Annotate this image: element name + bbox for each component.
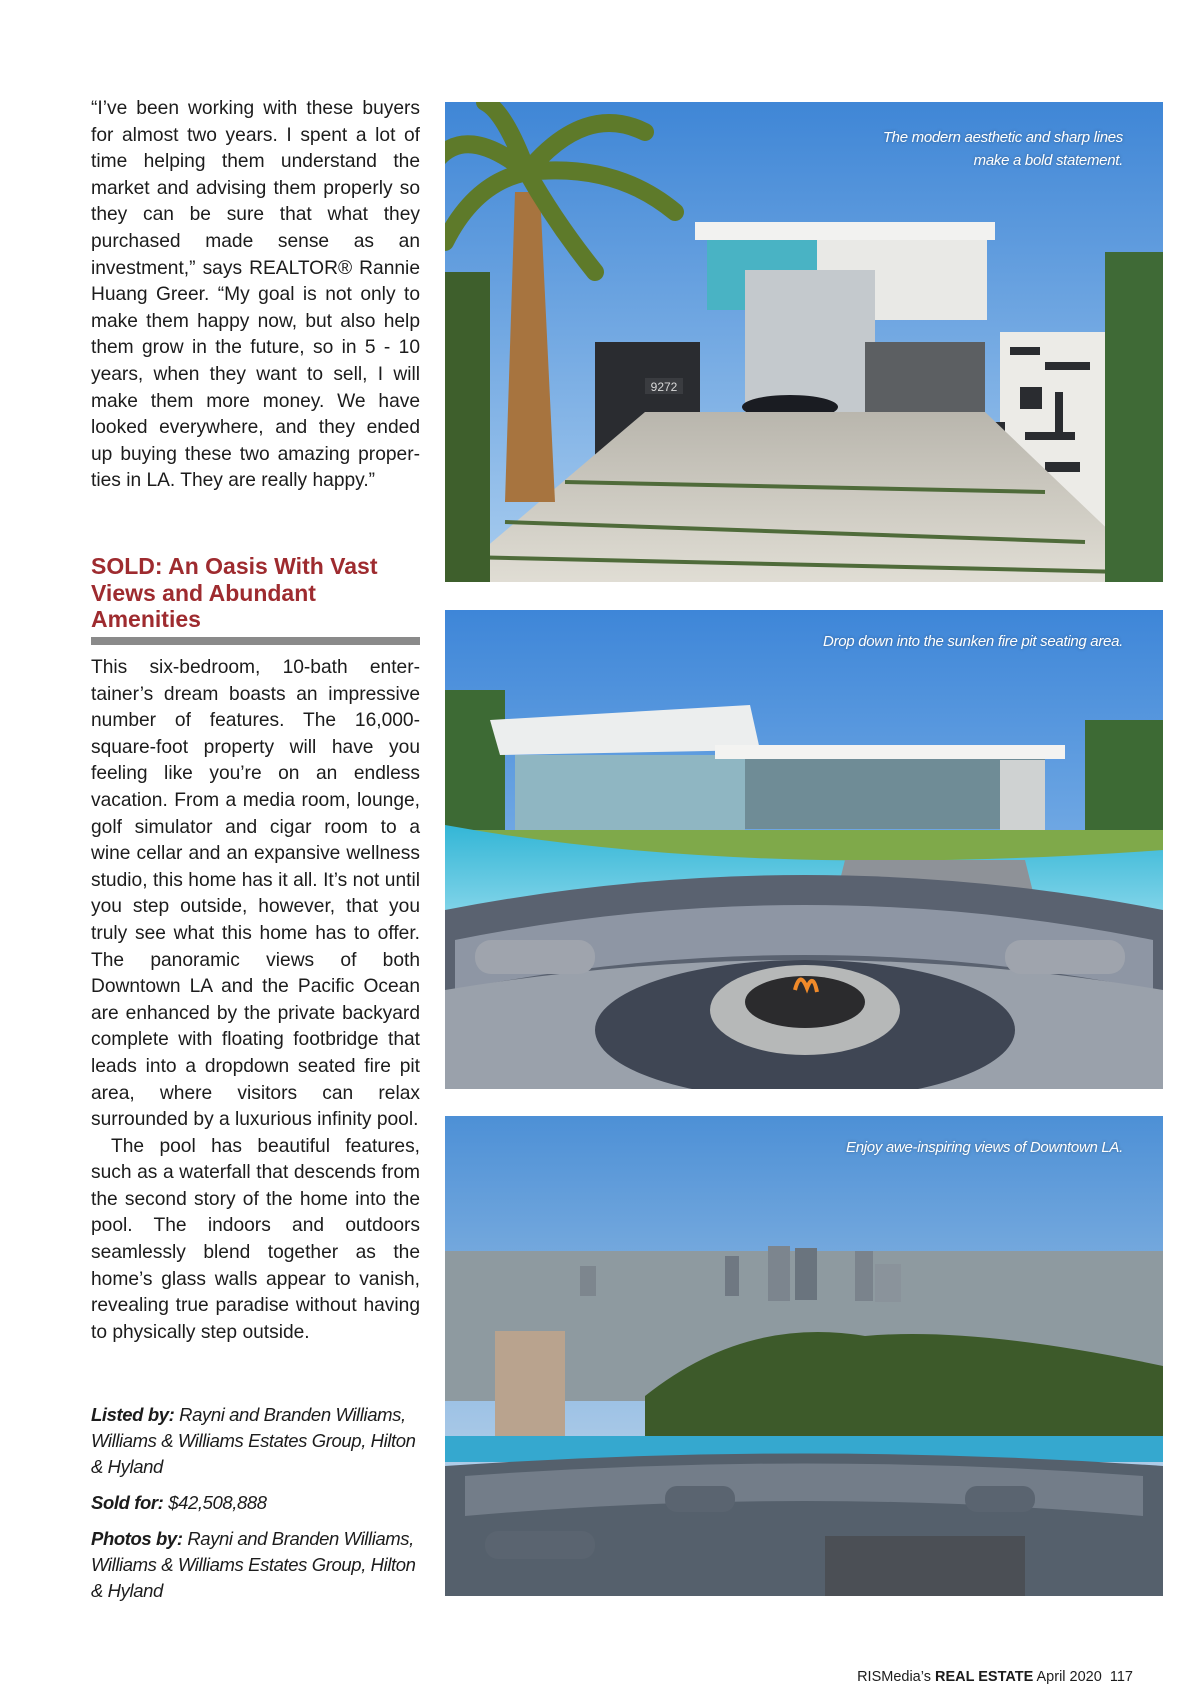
photo-3-caption-line-1: Enjoy awe-inspiring views of Downtown LA.: [846, 1139, 1123, 1156]
photo-1-caption-line-2: make a bold statement.: [973, 152, 1123, 169]
photo-fire-pit-illustration: [445, 610, 1163, 1089]
sold-for: [91, 1490, 420, 1516]
listed-by-value: Rayni and Branden Williams, Williams & Williams Estates Group, Hilton & Hyland: [91, 1404, 416, 1477]
photo-1-caption: [883, 126, 1123, 172]
photos-by: [91, 1526, 420, 1604]
listed-by-label: Listed by:: [91, 1404, 175, 1425]
issue-date: April 2020: [1036, 1669, 1102, 1685]
publication-prefix: RISMedia’s: [857, 1669, 931, 1685]
quote-paragraph: “I’ve been working with these buyers for almost two years. I spent a lot of time helping them understand the market and advising them properly so they can be sure that what they purchased made sense as an investment,” says REALTOR® Rannie Huang Greer. “My goal is not only to make them happy now, but also help them grow in the future, so in 5 - 10 years, when they want to sell, I will make them more money. We have looked everywhere, and they ended up buying these two amazing properties in LA. They are really happy.”: [91, 98, 420, 492]
house-number: 9272: [650, 380, 678, 394]
publication-title: REAL ESTATE: [934, 1669, 1034, 1685]
page-number: 117: [1109, 1669, 1133, 1685]
photo-house-entrance-illustration: [445, 102, 1163, 582]
section-heading: SOLD: An Oasis With Vast Views and Abundant Amenities: [91, 553, 378, 632]
photo-2-caption: [823, 630, 1123, 653]
photo-fire-pit: [445, 610, 1163, 1089]
sold-for-value: $42,508,888: [168, 1492, 267, 1513]
photo-2-caption-line-1: Drop down into the sunken fire pit seating area.: [823, 633, 1123, 650]
body-paragraph-1: This six-bedroom, 10-bath entertainer’s dream boasts an impressive number of features. The 16,000-square-foot property will have you feeling like you’re on an endless vacation. From a media room, lounge, golf simulator and cigar room to a wine cellar and an expansive wellness studio, this home has it all. It’s not until you step outside, however, that you truly see what this home has to offer. The panoramic views of both Downtown LA and the Pacific Ocean are enhanced by the private backyard complete with floating footbridge that leads into a dropdown seated fire pit area, where visitors can relax surrounded by a luxurious infinity pool.: [91, 657, 420, 1131]
sold-for-label: Sold for:: [91, 1492, 164, 1513]
photo-1-caption-line-1: The modern aesthetic and sharp lines: [882, 129, 1123, 146]
photo-3-caption: [846, 1136, 1123, 1159]
photos-by-label: Photos by:: [91, 1528, 183, 1549]
article-body: [91, 655, 420, 1346]
photo-house-entrance: [445, 102, 1163, 582]
listed-by: [91, 1402, 420, 1480]
body-paragraph-2: The pool has beautiful features, such as a waterfall that descends from the second story of the home into the pool. The indoors and outdoors seamlessly blend together as the home’s glass walls appear to vanish, revealing true paradise without having to physically step outside.: [91, 1135, 420, 1343]
page-footer: [857, 1669, 1133, 1685]
photos-by-value: Rayni and Branden Williams, Williams & Williams Estates Group, Hilton & Hyland: [91, 1528, 416, 1601]
heading-rule: [91, 637, 420, 645]
photo-downtown-view-illustration: [445, 1116, 1163, 1596]
credits: [91, 1402, 420, 1614]
photo-downtown-view: [445, 1116, 1163, 1596]
